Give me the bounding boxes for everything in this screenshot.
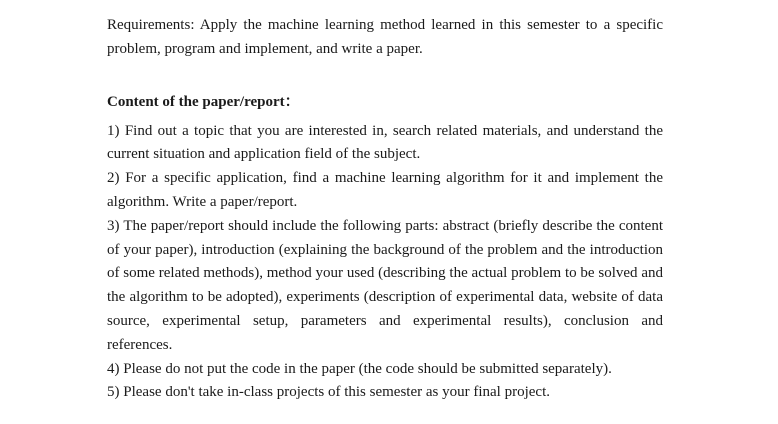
item-text: Please don't take in-class projects of this semester as your final project. [123,384,550,401]
item-number: 1) [107,122,120,139]
requirements-paragraph: Requirements: Apply the machine learning method learned in this semester to a specific problem, program and implement, and write a paper. [107,17,663,57]
content-heading: Content of the paper/report： [107,93,300,110]
list-item [107,381,663,405]
list-item [107,358,663,382]
item-number: 5) [107,384,120,401]
list-item [107,120,663,168]
document-body [107,0,663,405]
item-number: 3) [107,217,120,234]
content-list [107,120,663,406]
item-text: For a specific application, find a machine learning algorithm for it and implement the algorithm. Write a paper/report. [107,170,664,210]
list-item [107,215,663,358]
item-number: 2) [107,170,120,187]
item-number: 4) [107,360,120,377]
item-text: Find out a topic that you are interested in, search related materials, and understand the current situation and application field of the subject. [107,122,664,163]
item-text: Please do not put the code in the paper (the code should be submitted separately). [123,360,612,377]
list-item [107,167,663,215]
item-text: The paper/report should include the following parts: abstract (briefly describe the content of your paper), introduction (explaining the background of the problem and the introduction of some related methods), method your used (describing the actual problem to be solved and the algorithm to be adopted), experiments (description of experimental data, website of data source, experimental setup, parameters and experimental results), conclusion and references. [107,217,663,353]
